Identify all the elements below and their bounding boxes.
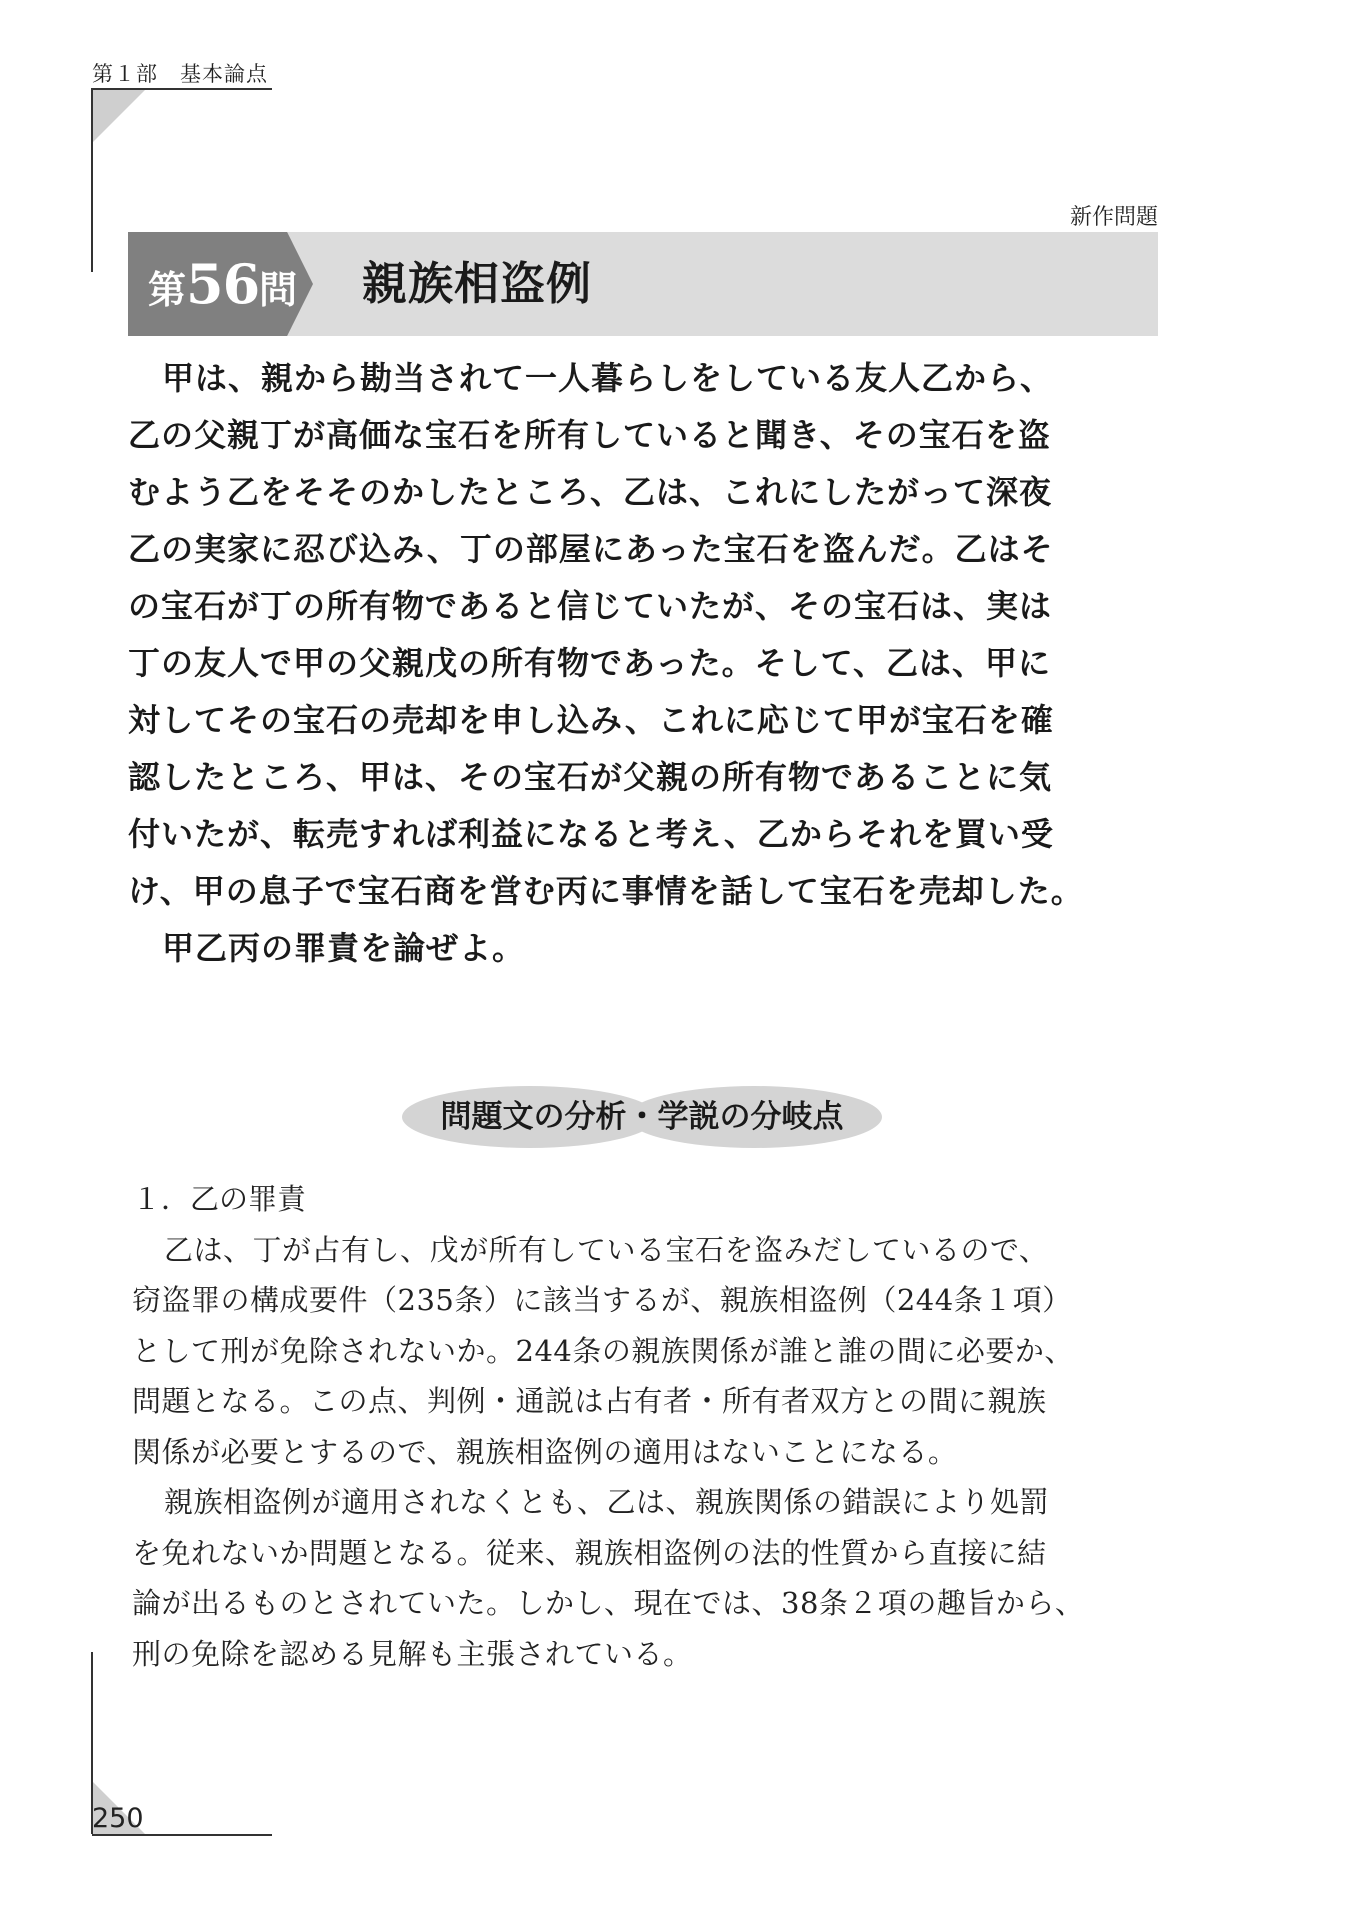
analysis-line: 窃盗罪の構成要件（235条）に該当するが、親族相盗例（244条１項） <box>132 1283 1072 1317</box>
section-heading <box>402 1086 882 1148</box>
running-header: 第１部 基本論点 <box>92 62 268 86</box>
problem-line: むよう乙をそそのかしたところ、乙は、これにしたがって深夜 <box>128 473 1053 511</box>
problem-line: 付いたが、転売すれば利益になると考え、乙からそれを買い受 <box>128 815 1054 853</box>
analysis-line: 乙は、丁が占有し、戊が所有している宝石を盗みだしているので、 <box>164 1232 1049 1267</box>
problem-number-suffix: 問 <box>259 267 298 312</box>
analysis-line: 論が出るものとされていた。しかし、現在では、38条２項の趣旨から、 <box>132 1586 1085 1620</box>
analysis-body <box>132 1174 1162 1679</box>
problem-line: 乙の父親丁が高価な宝石を所有していると聞き、その宝石を盗 <box>128 416 1051 454</box>
problem-number <box>148 232 297 336</box>
problem-line: 丁の友人で甲の父親戊の所有物であった。そして、乙は、甲に <box>128 644 1052 682</box>
problem-question: 甲乙丙の罪責を論ぜよ。 <box>162 929 526 967</box>
analysis-line: 関係が必要とするので、親族相盗例の適用はないことになる。 <box>132 1434 958 1469</box>
page-number: 250 <box>92 1803 144 1834</box>
source-label: 新作問題 <box>1069 205 1158 230</box>
analysis-line: を免れないか問題となる。従来、親族相盗例の法的性質から直接に結 <box>132 1535 1047 1570</box>
footer-rule <box>92 1834 272 1836</box>
problem-number-prefix: 第 <box>148 267 187 312</box>
problem-title: 親族相盗例 <box>362 257 593 310</box>
analysis-line: として刑が免除されないか。244条の親族関係が誰と誰の間に必要か、 <box>132 1333 1074 1368</box>
analysis-subheading: １．乙の罪責 <box>132 1182 307 1216</box>
analysis-line: 親族相盗例が適用されなくとも、乙は、親族関係の錯誤により処罰 <box>164 1485 1050 1519</box>
section-heading-text: 問題文の分析・学説の分岐点 <box>440 1099 844 1135</box>
top-corner-triangle <box>93 90 145 142</box>
analysis-line: 刑の免除を認める見解も主張されている。 <box>132 1636 693 1671</box>
problem-line: の宝石が丁の所有物であると信じていたが、その宝石は、実は <box>128 587 1053 625</box>
problem-line: 乙の実家に忍び込み、丁の部屋にあった宝石を盗んだ。乙はそ <box>128 530 1054 568</box>
analysis-line: 問題となる。この点、判例・通説は占有者・所有者双方との間に親族 <box>132 1384 1047 1418</box>
problem-line: 認したところ、甲は、その宝石が父親の所有物であることに気 <box>128 758 1053 796</box>
problem-line: け、甲の息子で宝石商を営む丙に事情を話して宝石を売却した。 <box>128 872 1084 910</box>
problem-statement <box>128 350 1132 977</box>
problem-line: 甲は、親から勘当されて一人暮らしをしている友人乙から、 <box>162 359 1054 397</box>
problem-line: 対してその宝石の売却を申し込み、これに応じて甲が宝石を確 <box>128 701 1054 739</box>
problem-number-value: 56 <box>186 252 260 316</box>
